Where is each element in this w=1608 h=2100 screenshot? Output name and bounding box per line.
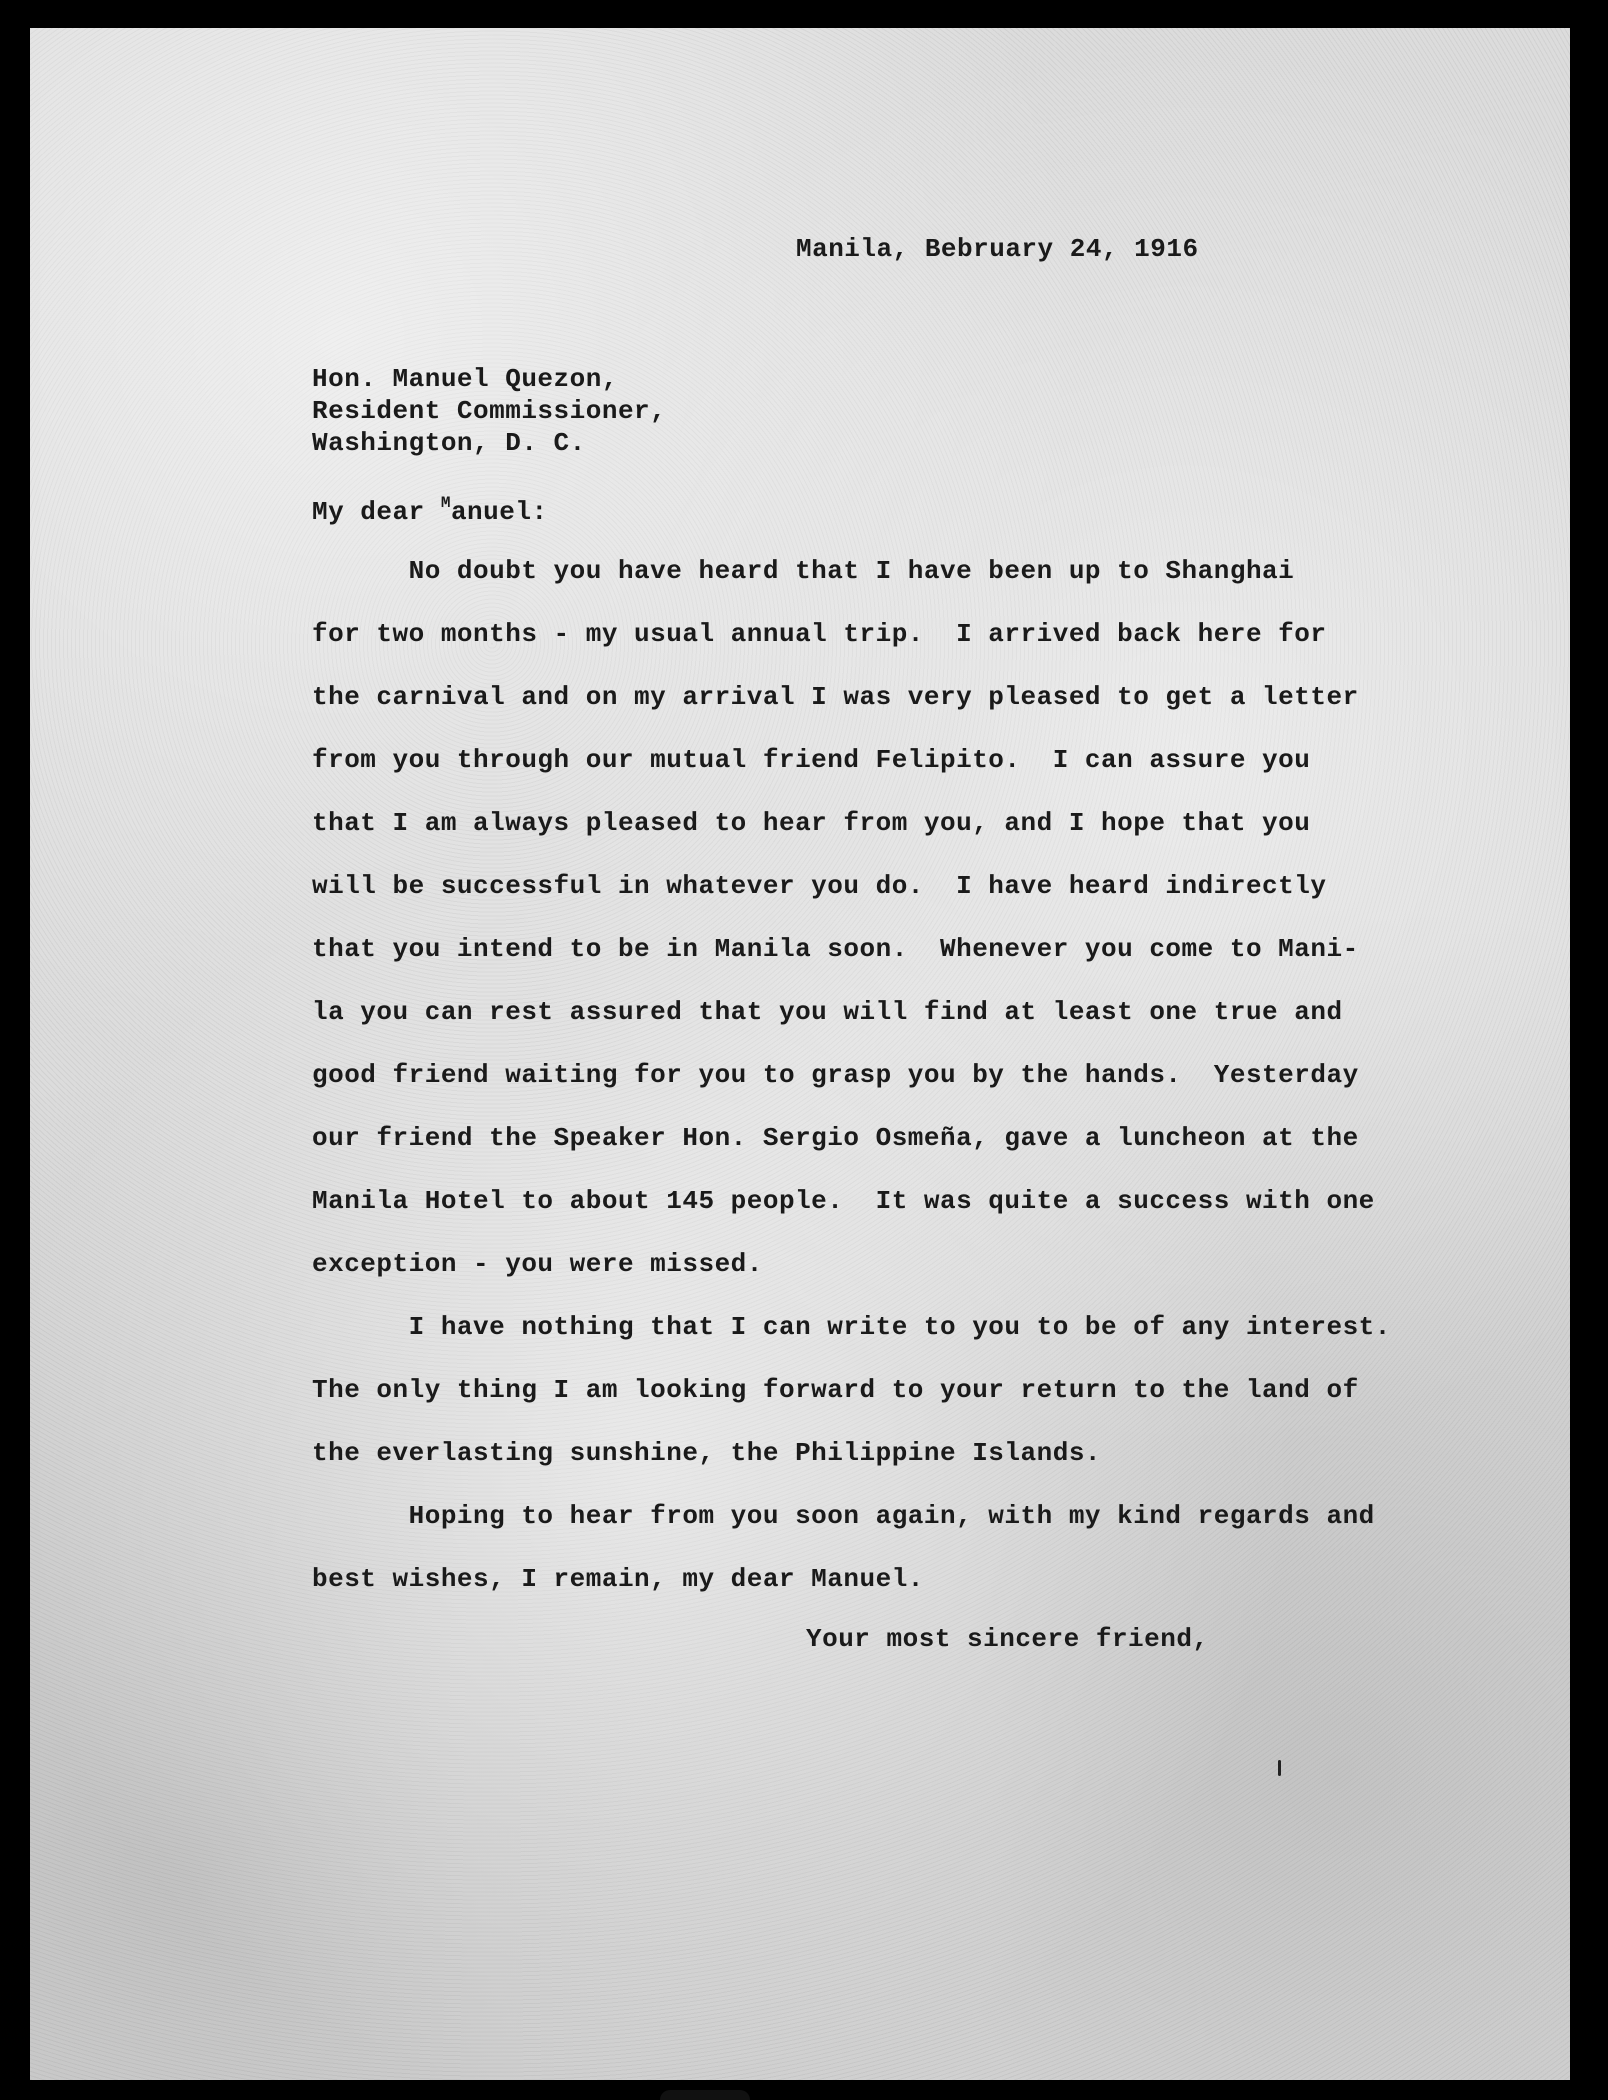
scan-edge-mark [660, 2090, 750, 2100]
salutation-prefix: My dear [312, 497, 441, 527]
body-line-9: good friend waiting for you to grasp you by the hands. Yesterday [312, 1060, 1359, 1090]
body-line-17: best wishes, I remain, my dear Manuel. [312, 1564, 924, 1594]
body-line-10: our friend the Speaker Hon. Sergio Osmeña, gave a luncheon at the [312, 1123, 1359, 1153]
salutation-rest: anuel: [450, 497, 548, 527]
body-line-13: I have nothing that I can write to you to be of any interest. [312, 1312, 1391, 1342]
recipient-address: Washington, D. C. [312, 428, 586, 458]
body-line-14: The only thing I am looking forward to your return to the land of [312, 1375, 1359, 1405]
body-line-1: No doubt you have heard that I have been up to Shanghai [312, 556, 1295, 586]
body-line-3: the carnival and on my arrival I was very pleased to get a letter [312, 682, 1359, 712]
salutation-sup-letter: M [440, 494, 451, 512]
body-line-8: la you can rest assured that you will find at least one true and [312, 997, 1343, 1027]
salutation [312, 494, 548, 527]
stray-mark [1278, 1760, 1281, 1776]
body-line-16: Hoping to hear from you soon again, with my kind regards and [312, 1501, 1375, 1531]
body-line-12: exception - you were missed. [312, 1249, 763, 1279]
body-line-5: that I am always pleased to hear from you, and I hope that you [312, 808, 1311, 838]
body-line-2: for two months - my usual annual trip. I arrived back here for [312, 619, 1327, 649]
body-line-15: the everlasting sunshine, the Philippine Islands. [312, 1438, 1102, 1468]
recipient-name: Hon. Manuel Quezon, [312, 364, 618, 394]
body-line-11: Manila Hotel to about 145 people. It was quite a success with one [312, 1186, 1375, 1216]
recipient-title: Resident Commissioner, [312, 396, 667, 426]
body-line-6: will be successful in whatever you do. I have heard indirectly [312, 871, 1327, 901]
letter-page [30, 28, 1570, 2080]
closing: Your most sincere friend, [806, 1624, 1209, 1654]
body-line-7: that you intend to be in Manila soon. Whenever you come to Mani- [312, 934, 1359, 964]
body-line-4: from you through our mutual friend Felipito. I can assure you [312, 745, 1311, 775]
dateline: Manila, Bebruary 24, 1916 [796, 234, 1199, 264]
